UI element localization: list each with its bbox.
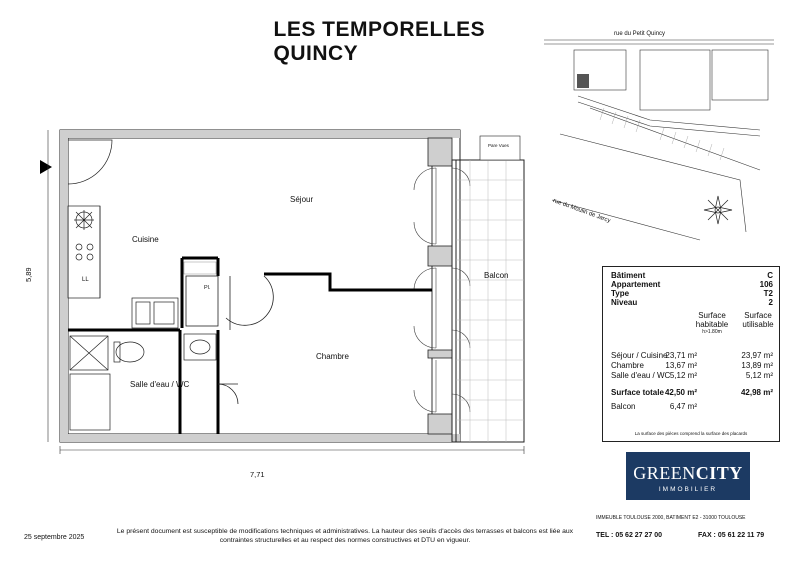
label-ll: LL (82, 277, 89, 283)
room-label-cuisine: Cuisine (132, 235, 159, 244)
outer-wall (60, 130, 460, 442)
street-left: rue du Moulin de Jarcy (551, 198, 612, 225)
company-fax: FAX : 05 61 22 11 79 (698, 532, 765, 539)
balcon-row: Balcon 6,47 m² (611, 402, 697, 411)
street-top: rue du Petit Quincy (614, 31, 666, 37)
greencity-logo: GREENCITY IMMOBILIER (626, 452, 750, 500)
document-date: 25 septembre 2025 (24, 534, 85, 541)
room-label-sejour: Séjour (290, 195, 314, 204)
page-title: LES TEMPORELLES QUINCY (273, 18, 486, 65)
disclaimer: Le présent document est susceptible de modifications techniques et administratives. La hauteur des seuils d'accès des terrasses et balcons est liée aux contraintes structurelles et au respect des normes constructives et DTU en vigueur. (116, 528, 574, 544)
room-label-salle-eau: Salle d'eau / WC (130, 380, 190, 389)
surface-note: La surface des pièces comprend la surface des placards (634, 431, 748, 436)
entrance-arrow-icon (40, 160, 52, 174)
dimension-width: 7,71 (250, 470, 265, 479)
apartment-info-table: Bâtiment C Appartement 106 Type T2 Niveau 2 Surface habitable h>1.80m Surface utilisable Séjour / Cuisine 23,71 m² 23,97 m² Chambre 13,67 m² 13,89 m² Salle d'eau / WC 5,12 m² 5,12 m² Surface totale 42,50 m² 42,98 m² Balcon 6,47 m² La surface des pièces comprend la surface des placards (602, 266, 780, 442)
company-tel: TEL : 05 62 27 27 00 (596, 532, 663, 539)
company-address: IMMEUBLE TOULOUSE 2000, BATIMENT E2 - 31000 TOULOUSE (596, 515, 746, 521)
surface-row: Chambre 13,67 m² 13,89 m² (611, 361, 773, 370)
surface-row: Salle d'eau / WC 5,12 m² 5,12 m² (611, 371, 773, 380)
label-placard: Pl. (204, 285, 211, 291)
partition-wall (264, 274, 432, 290)
room-label-balcon: Balcon (484, 271, 509, 280)
dimension-height: 5,89 (24, 267, 33, 282)
surface-row: Séjour / Cuisine 23,71 m² 23,97 m² (611, 351, 773, 360)
surface-total-row: Surface totale 42,50 m² 42,98 m² (611, 388, 773, 397)
col-header-utilisable: Surface utilisable (742, 311, 774, 329)
col-header-habitable: Surface habitable h>1.80m (695, 311, 729, 335)
room-label-chambre: Chambre (316, 352, 349, 361)
compass-icon (704, 196, 732, 224)
label-pare-vues: Pare Vues (488, 143, 509, 148)
